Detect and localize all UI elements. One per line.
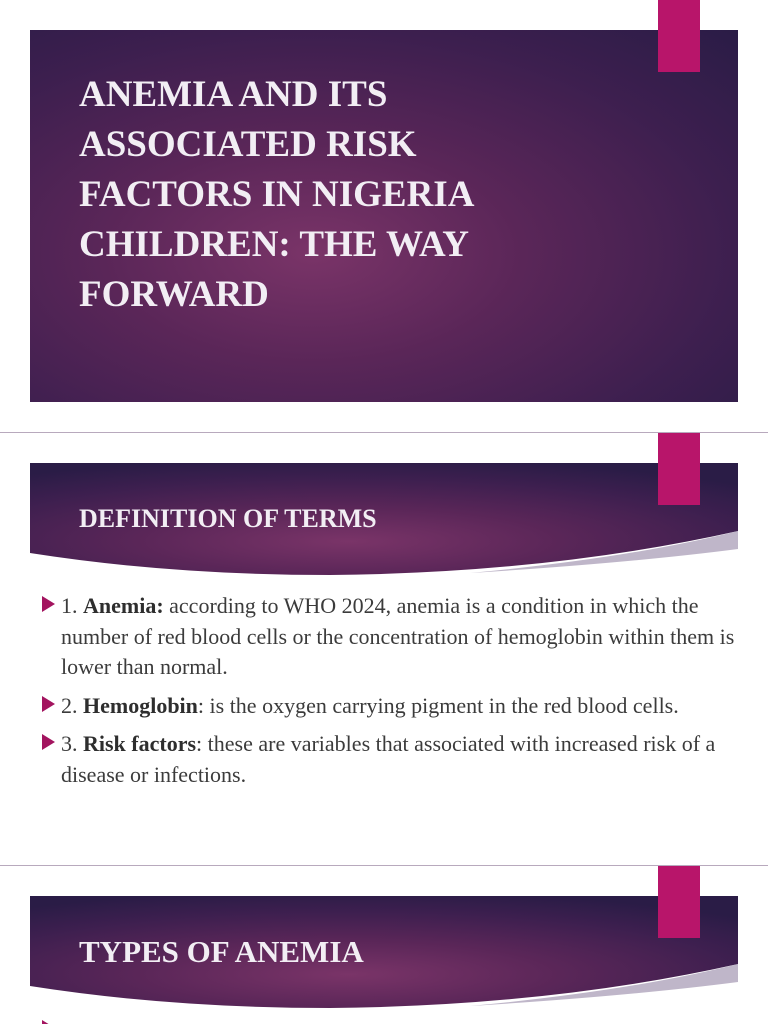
types-slide [0,866,768,1024]
triangle-right-icon [42,696,55,712]
list-item [40,591,740,683]
item-number: 2. [61,692,83,718]
item-text: : is the oxygen carrying pigment in the red blood cells. [197,692,679,718]
accent-tab [658,0,700,72]
item-text: : these are variables that associated with increased risk of a disease or infections. [61,731,716,787]
item-term: Anemia: [83,593,164,618]
item-number: 1. [61,593,83,618]
list-item [40,729,740,790]
section-heading: TYPES OF ANEMIA [79,934,364,969]
accent-tab [658,866,700,938]
definitions-slide [0,433,768,865]
item-term: Hemoglobin [83,692,198,718]
item-term: Risk factors [83,731,197,756]
title-slide [0,0,768,432]
triangle-right-icon [42,1020,55,1024]
triangle-right-icon [42,734,55,750]
triangle-right-icon [42,596,55,612]
section-heading: DEFINITION OF TERMS [79,504,377,533]
list-item [40,691,740,722]
item-text: according to WHO 2024, anemia is a condition in which the number of red blood cells or the concentration of hemoglobin within them is lower than normal. [61,593,735,679]
item-number: 3. [61,731,83,756]
accent-tab [658,433,700,505]
presentation-title: ANEMIA AND ITS ASSOCIATED RISK FACTORS IN NIGERIA CHILDREN: THE WAY FORWARD [79,74,473,315]
definitions-list [40,591,740,798]
